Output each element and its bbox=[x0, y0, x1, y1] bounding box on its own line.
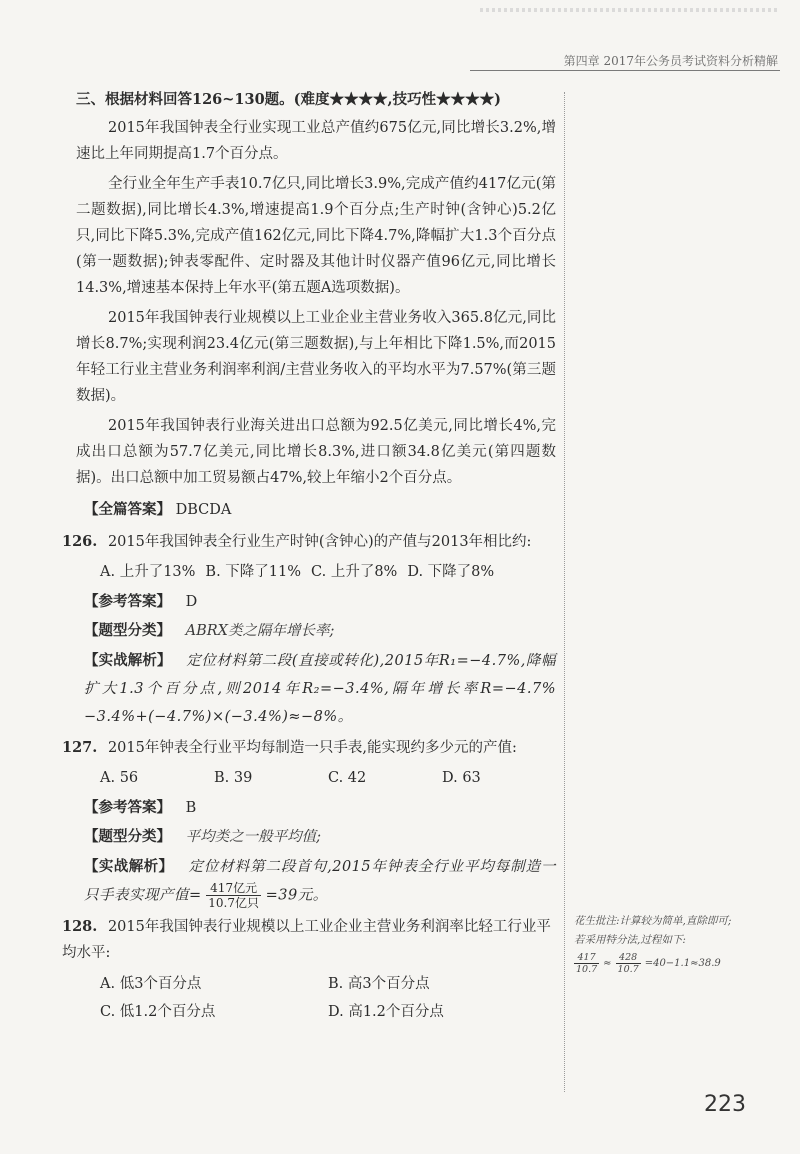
margin-fraction-1 bbox=[574, 952, 599, 975]
analysis-label: 【实战解析】 bbox=[84, 652, 172, 669]
question-text: 2015年钟表全行业平均每制造一只手表,能实现约多少元的产值: bbox=[107, 740, 517, 756]
reference-answer-label: 【参考答案】 bbox=[84, 799, 171, 816]
margin-divider bbox=[564, 92, 565, 1092]
option-a: A. 低3个百分点 bbox=[100, 976, 202, 992]
approx-sign: ≈ bbox=[603, 958, 612, 969]
option-c: C. 低1.2个百分点 bbox=[100, 1004, 216, 1020]
full-answer bbox=[84, 497, 556, 523]
margin-note-formula bbox=[574, 952, 774, 975]
main-column bbox=[62, 88, 556, 1030]
fraction-denominator: 10.7 bbox=[617, 964, 639, 975]
question-type-value: ABRX类之隔年增长率; bbox=[185, 623, 335, 639]
material-paragraph-1: 2015年我国钟表全行业实现工业总产值约675亿元,同比增长3.2%,增速比上年同期提高1.7个百分点。 bbox=[76, 120, 556, 162]
question-128 bbox=[62, 914, 556, 966]
fraction-numerator: 417亿元 bbox=[206, 881, 261, 896]
full-answer-value: DBCDA bbox=[175, 502, 232, 518]
margin-note-line-1: 花生批注:计算较为简单,直除即可; bbox=[574, 915, 732, 927]
reference-answer-value: D bbox=[185, 594, 198, 610]
question-number: 127. bbox=[62, 739, 98, 756]
material-paragraph-3: 2015年我国钟表行业规模以上工业企业主营业务收入365.8亿元,同比增长8.7%;实现利润23.4亿元(第三题数据),与上年相比下降1.5%,而2015年轻工行业主营业务利润率利润/主营业务收入的平均水平为7.57%(第三题数据)。 bbox=[76, 310, 556, 404]
question-type-label: 【题型分类】 bbox=[84, 828, 171, 845]
fraction-denominator: 10.7亿只 bbox=[208, 896, 259, 910]
option-d: D. 下降了8% bbox=[407, 564, 495, 580]
material-paragraph-2: 全行业全年生产手表10.7亿只,同比增长3.9%,完成产值约417亿元(第二题数据),同比增长4.3%,增速提高1.9个百分点;生产时钟(含钟心)5.2亿只,同比下降5.3%,完成产值162亿元,同比下降4.7%,降幅扩大1.3个百分点(第一题数据);钟表零配件、定时器及其他计时仪器产值96亿元,同比增长14.3%,增速基本保持上年水平(第五题A选项数据)。 bbox=[76, 176, 556, 296]
question-text: 2015年我国钟表全行业生产时钟(含钟心)的产值与2013年相比约: bbox=[107, 534, 532, 550]
fraction-numerator: 428 bbox=[616, 952, 641, 964]
reference-answer-value: B bbox=[185, 800, 197, 816]
running-header: 第四章 2017年公务员考试资料分析精解 bbox=[563, 54, 778, 68]
option-d: D. 高1.2个百分点 bbox=[328, 1004, 444, 1020]
question-128-options bbox=[100, 970, 556, 1026]
question-type-value: 平均类之一般平均值; bbox=[185, 829, 321, 845]
margin-fraction-2 bbox=[616, 952, 641, 975]
fraction-numerator: 417 bbox=[574, 952, 599, 964]
question-126-options bbox=[100, 559, 556, 585]
margin-note-result: =40−1.1≈38.9 bbox=[644, 958, 721, 969]
question-127-options bbox=[100, 765, 556, 791]
analysis bbox=[84, 647, 556, 731]
section-title: 三、根据材料回答126~130题。(难度★★★★,技巧性★★★★) bbox=[76, 91, 501, 108]
reference-answer bbox=[84, 795, 556, 821]
page-number: 223 bbox=[704, 1092, 746, 1117]
question-type bbox=[84, 618, 556, 644]
question-126 bbox=[62, 529, 556, 555]
question-type bbox=[84, 824, 556, 850]
option-b: B. 39 bbox=[214, 770, 253, 786]
question-text: 2015年我国钟表行业规模以上工业企业主营业务利润率比轻工行业平均水平: bbox=[62, 919, 551, 961]
material-paragraph-4: 2015年我国钟表行业海关进出口总额为92.5亿美元,同比增长4%,完成出口总额为57.7亿美元,同比增长8.3%,进口额34.8亿美元(第四题数据)。出口总额中加工贸易额占47%,较上年缩小2个百分点。 bbox=[76, 418, 556, 486]
margin-note bbox=[574, 912, 774, 975]
question-127 bbox=[62, 735, 556, 761]
option-c: C. 42 bbox=[328, 770, 367, 786]
scan-artifact bbox=[480, 8, 780, 12]
analysis-text-pre: 定位材料第二段首句,2015年钟表全行业平均每制造一只手表实现产值= bbox=[84, 859, 556, 904]
reference-answer-label: 【参考答案】 bbox=[84, 593, 171, 610]
option-a: A. 56 bbox=[100, 770, 139, 786]
option-c: C. 上升了8% bbox=[311, 564, 398, 580]
margin-note-line-2: 若采用特分法,过程如下: bbox=[574, 934, 686, 946]
analysis bbox=[84, 853, 556, 910]
question-number: 126. bbox=[62, 533, 98, 550]
fraction-denominator: 10.7 bbox=[576, 964, 598, 975]
header-rule bbox=[470, 70, 780, 71]
reference-answer bbox=[84, 589, 556, 615]
analysis-text: 定位材料第二段(直接或转化),2015年R₁=−4.7%,降幅扩大1.3个百分点,则2014年R₂=−3.4%,隔年增长率R=−4.7%−3.4%+(−4.7%)×(−3.4%)≈−8%。 bbox=[84, 653, 557, 725]
analysis-fraction bbox=[206, 881, 261, 910]
option-a: A. 上升了13% bbox=[100, 564, 196, 580]
option-b: B. 下降了11% bbox=[205, 564, 302, 580]
analysis-label: 【实战解析】 bbox=[84, 858, 174, 875]
full-answer-label: 【全篇答案】 bbox=[84, 501, 171, 518]
option-b: B. 高3个百分点 bbox=[328, 976, 430, 992]
option-d: D. 63 bbox=[442, 770, 481, 786]
question-number: 128. bbox=[62, 918, 98, 935]
analysis-text-post: =39元。 bbox=[265, 887, 328, 904]
question-type-label: 【题型分类】 bbox=[84, 622, 171, 639]
